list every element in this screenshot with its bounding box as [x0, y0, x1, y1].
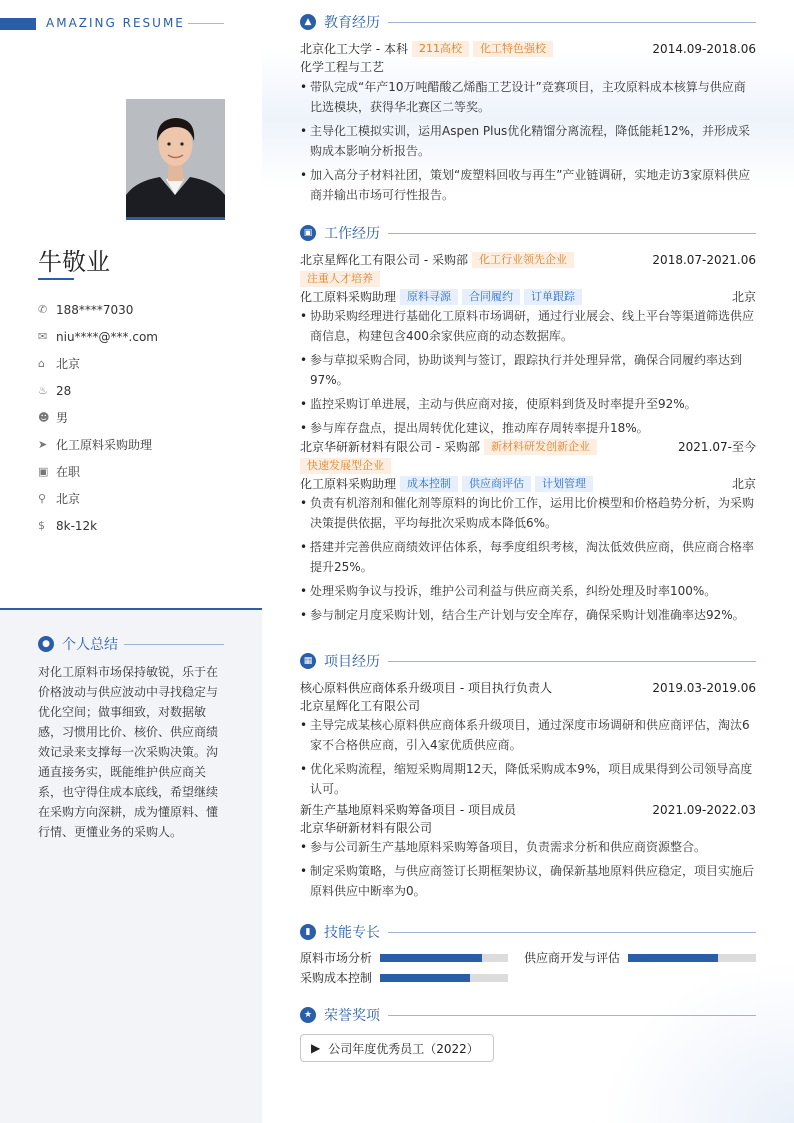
summary-header — [38, 634, 224, 654]
brand-text: AMAZING RESUME — [46, 16, 185, 30]
portrait-image — [126, 99, 225, 217]
section-title: 技能专长 — [324, 925, 380, 941]
section-rule — [388, 1015, 756, 1016]
work-section — [300, 222, 756, 629]
contact-value: 在职 — [56, 465, 81, 479]
section-header — [300, 1004, 756, 1026]
contact-value: 北京 — [56, 357, 81, 371]
education-row — [300, 40, 756, 58]
job-bullets — [300, 493, 756, 625]
list-item: • 参与库存盘点，提出周转优化建议，推动库存周转率提升18%。 — [300, 418, 756, 438]
contact-position — [38, 431, 158, 458]
summary-rule — [124, 644, 224, 645]
job-role: 化工原料采购助理 — [300, 290, 397, 304]
section-title: 项目经历 — [324, 654, 380, 670]
list-item: • 优化采购流程，缩短采购周期12天，降低采购成本9%，项目成果得到公司领导高度认可。 — [300, 759, 756, 799]
skill-grid — [300, 949, 756, 987]
user-icon: ● — [38, 636, 54, 652]
list-item: • 监控采购订单进展，主动与供应商对接，使原料到货及时率提升至92%。 — [300, 394, 756, 414]
contact-value: 188****7030 — [56, 302, 134, 317]
skill-item — [524, 949, 756, 967]
job-role-row — [300, 288, 756, 306]
play-icon: ▶ — [311, 1041, 321, 1055]
company-tag: 快速发展型企业 — [300, 458, 391, 474]
send-icon: ➤ — [38, 438, 48, 451]
job-bullets — [300, 306, 756, 438]
contact-value: 化工原料采购助理 — [56, 438, 153, 452]
skill-bar — [628, 954, 756, 962]
project-date: 2019.03-2019.06 — [652, 681, 756, 695]
award-icon: ★ — [300, 1007, 316, 1023]
list-item: • 加入高分子材料社团，策划“废塑料回收与再生”产业链调研，实地走访3家原料供应商并输出市场可行性报告。 — [300, 165, 756, 205]
contact-email — [38, 323, 158, 350]
section-rule — [388, 22, 756, 23]
profile-photo — [126, 99, 225, 220]
mail-icon: ✉ — [38, 330, 48, 343]
briefcase-icon: ▣ — [38, 465, 49, 478]
project-date: 2021.09-2022.03 — [652, 803, 756, 817]
contact-gender — [38, 404, 158, 431]
section-rule — [388, 233, 756, 234]
gender-icon: ☻ — [38, 411, 50, 424]
project-header — [300, 801, 756, 819]
list-item: • 参与公司新生产基地原料采购筹备项目，负责需求分析和供应商资源整合。 — [300, 837, 756, 857]
skill-item — [300, 949, 508, 967]
skill-bar — [380, 974, 508, 982]
skill-bar-fill — [380, 974, 470, 982]
list-item: • 处理采购争议与投诉，维护公司利益与供应商关系，纠纷处理及时率100%。 — [300, 581, 756, 601]
job-city: 北京 — [731, 290, 756, 304]
cake-icon: ♨ — [38, 384, 48, 397]
project-name: 新生产基地原料采购筹备项目 - 项目成员 — [300, 803, 516, 817]
school-tag: 211高校 — [412, 41, 469, 57]
skill-item — [300, 969, 508, 987]
summary-title: 个人总结 — [62, 637, 118, 653]
briefcase-icon: ▣ — [300, 225, 316, 241]
graduation-cap-icon: ▲ — [300, 14, 316, 30]
contact-value: 北京 — [56, 492, 81, 506]
project-org: 北京华研新材料有限公司 — [300, 821, 433, 835]
skill-bar-fill — [628, 954, 718, 962]
school-tag: 化工特色强校 — [473, 41, 553, 57]
job-city: 北京 — [731, 477, 756, 491]
section-title: 工作经历 — [324, 226, 380, 242]
project-bullets — [300, 715, 756, 799]
skill-bar — [380, 954, 508, 962]
skill-tag: 原料寻源 — [400, 289, 458, 305]
bar-chart-icon: ▮ — [300, 924, 316, 940]
project-name: 核心原料供应商体系升级项目 - 项目执行负责人 — [300, 681, 552, 695]
company-tag: 化工行业领先企业 — [472, 252, 574, 268]
section-header — [300, 650, 756, 672]
list-item: • 制定采购策略，与供应商签订长期框架协议，确保新基地原料供应稳定，项目实施后原料供应中断率为0。 — [300, 861, 756, 901]
education-section — [300, 11, 756, 209]
job-role-row — [300, 475, 756, 493]
contact-age — [38, 377, 158, 404]
projects-section — [300, 650, 756, 905]
contact-value: 28 — [56, 383, 72, 398]
job-date: 2018.07-2021.06 — [652, 253, 756, 267]
sidebar-divider — [0, 608, 262, 610]
list-item: • 带队完成“年产10万吨醋酸乙烯酯工艺设计”竞赛项目，主攻原料成本核算与供应商比选模块，获得华北赛区二等奖。 — [300, 77, 756, 117]
salary-icon: $ — [38, 519, 45, 532]
name-underline — [38, 278, 74, 280]
section-title: 荣誉奖项 — [324, 1008, 380, 1024]
list-item: • 主导化工模拟实训，运用Aspen Plus优化精馏分离流程，降低能耗12%，并形成采购成本影响分析报告。 — [300, 121, 756, 161]
skills-section — [300, 921, 756, 987]
list-item: • 搭建并完善供应商绩效评估体系，每季度组织考核，淘汰低效供应商，供应商合格率提升25%。 — [300, 537, 756, 577]
contact-value: 8k-12k — [56, 518, 98, 533]
list-item: • 负责有机溶剂和催化剂等原料的询比价工作，运用比价模型和价格趋势分析，为采购决策提供依据，平均每批次采购成本降低6%。 — [300, 493, 756, 533]
candidate-name: 牛敬业 — [38, 248, 110, 276]
company-name: 北京星辉化工有限公司 - 采购部 — [300, 253, 468, 267]
skill-tag: 计划管理 — [535, 476, 593, 492]
project-org: 北京星辉化工有限公司 — [300, 699, 421, 713]
home-icon: ⌂ — [38, 357, 45, 370]
major: 化学工程与工艺 — [300, 60, 385, 74]
company-name: 北京华研新材料有限公司 - 采购部 — [300, 440, 480, 454]
skill-name: 供应商开发与评估 — [524, 951, 621, 965]
skill-name: 原料市场分析 — [300, 951, 373, 965]
grid-icon: ▦ — [300, 653, 316, 669]
summary-text: 对化工原料市场保持敏锐，乐于在价格波动与供应波动中寻找稳定与优化空间；做事细致，对数据敏感，习惯用比价、核价、供应商绩效记录来支撑每一次采购决策。沟通直接务实，既能维护供应商关系，也守得住成本底线，希望继续在采购方向深耕，成为懂原料、懂行情、更懂业务的采购人。 — [38, 665, 219, 839]
company-tag: 注重人才培养 — [300, 271, 380, 287]
contact-salary — [38, 512, 158, 539]
skill-bar-fill — [380, 954, 482, 962]
section-title: 教育经历 — [324, 15, 380, 31]
skill-tag: 成本控制 — [400, 476, 458, 492]
section-header — [300, 222, 756, 244]
brand-rule — [188, 23, 224, 24]
location-icon: ⚲ — [38, 492, 47, 505]
award-name: 公司年度优秀员工（2022） — [328, 1041, 479, 1056]
section-header — [300, 11, 756, 33]
contact-value: niu****@***.com — [56, 329, 158, 344]
contact-value: 男 — [56, 411, 69, 425]
skill-tag: 合同履约 — [462, 289, 520, 305]
school-name: 北京化工大学 - 本科 — [300, 42, 408, 56]
project-header — [300, 679, 756, 697]
contact-location — [38, 485, 158, 512]
job-role: 化工原料采购助理 — [300, 477, 397, 491]
brand-bar — [0, 18, 36, 30]
contact-status — [38, 458, 158, 485]
skill-tag: 供应商评估 — [462, 476, 531, 492]
section-rule — [388, 661, 756, 662]
list-item: • 主导完成某核心原料供应商体系升级项目，通过深度市场调研和供应商评估，淘汰6家不合格供应商，引入4家优质供应商。 — [300, 715, 756, 755]
company-tag: 新材料研发创新企业 — [484, 439, 597, 455]
project-bullets — [300, 837, 756, 901]
phone-icon: ✆ — [38, 303, 48, 316]
job-date: 2021.07-至今 — [678, 440, 756, 454]
skill-tag: 订单跟踪 — [524, 289, 582, 305]
list-item: • 协助采购经理进行基础化工原料市场调研，通过行业展会、线上平台等渠道筛选供应商信息，构建包含400余家供应商的动态数据库。 — [300, 306, 756, 346]
contact-phone — [38, 296, 158, 323]
education-date: 2014.09-2018.06 — [652, 42, 756, 56]
section-rule — [388, 932, 756, 933]
list-item: • 参与制定月度采购计划，结合生产计划与安全库存，确保采购计划准确率达92%。 — [300, 605, 756, 625]
list-item: • 参与草拟采购合同，协助谈判与签订，跟踪执行并处理异常，确保合同履约率达到97%。 — [300, 350, 756, 390]
job-header — [300, 438, 756, 474]
contact-home — [38, 350, 158, 377]
job-header — [300, 251, 756, 287]
award-item — [300, 1034, 494, 1062]
skill-name: 采购成本控制 — [300, 971, 373, 985]
section-header — [300, 921, 756, 943]
contact-list — [38, 296, 158, 539]
awards-section — [300, 1004, 756, 1062]
education-bullets — [300, 77, 756, 205]
